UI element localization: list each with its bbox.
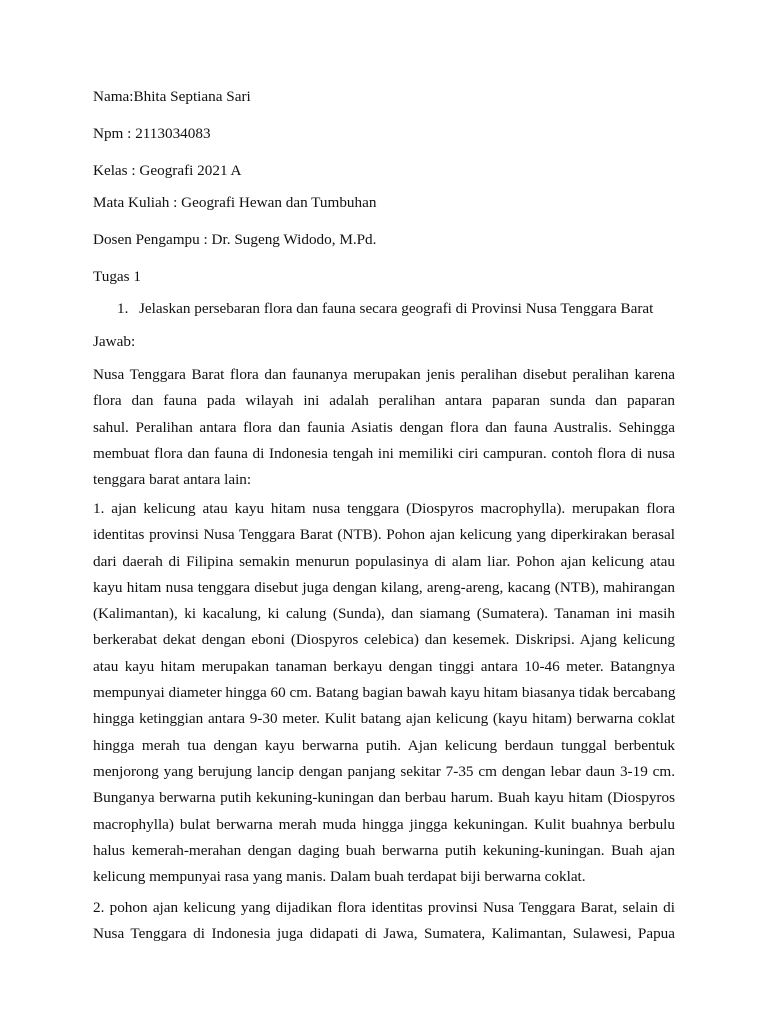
paragraph-line: 2. pohon ajan kelicung yang dijadikan flora identitas provinsi Nusa Tenggara Barat, selain di bbox=[93, 899, 675, 916]
paragraph-line: kelicung mempunyai rasa yang manis. Dalam buah terdapat biji berwarna coklat. bbox=[93, 868, 586, 886]
student-class: Kelas : Geografi 2021 A bbox=[93, 162, 242, 179]
paragraph-line: Nusa Tenggara di Indonesia juga didapati di Jawa, Sumatera, Kalimantan, Sulawesi, Papua bbox=[93, 925, 675, 943]
answer-paragraph-intro bbox=[93, 362, 675, 493]
answer-paragraph-2 bbox=[93, 895, 675, 948]
paragraph-line: halus kemerah-merahan dengan daging buah berwarna putih kekuning-kuningan. Buah ajan bbox=[93, 841, 675, 859]
paragraph-line: atau kayu hitam merupakan tanaman berkayu dengan tinggi antara 10-46 meter. Batangnya bbox=[93, 657, 675, 675]
question-text: Jelaskan persebaran flora dan fauna secara geografi di Provinsi Nusa Tenggara Barat bbox=[139, 300, 654, 317]
paragraph-line: Nusa Tenggara Barat flora dan faunanya merupakan jenis peralihan disebut peralihan karena bbox=[93, 366, 675, 383]
question-number: 1. bbox=[117, 300, 129, 317]
paragraph-line: flora dan fauna pada wilayah ini adalah peralihan antara paparan sunda dan paparan bbox=[93, 392, 675, 410]
student-npm: Npm : 2113034083 bbox=[93, 125, 211, 142]
paragraph-line: (Kalimantan), ki kacalung, ki calung (Sunda), dan siamang (Sumatera). Tanaman ini masih bbox=[93, 605, 675, 623]
paragraph-line: membuat flora dan fauna di Indonesia tengah ini memiliki ciri campuran. contoh flora di nusa bbox=[93, 444, 675, 462]
paragraph-line: Bunganya berwarna putih kekuning-kuningan dan berbau harum. Buah kayu hitam (Diospyros bbox=[93, 789, 675, 807]
paragraph-line: identitas provinsi Nusa Tenggara Barat (NTB). Pohon ajan kelicung yang diperkirakan berasal bbox=[93, 526, 675, 544]
paragraph-line: tenggara barat antara lain: bbox=[93, 471, 252, 489]
paragraph-line: sahul. Peralihan antara flora dan faunia Asiatis dengan flora dan fauna Australis. Sehingga bbox=[93, 418, 675, 436]
paragraph-line: macrophylla) bulat berwarna merah muda hingga jingga kekuningan. Kulit buahnya berbulu bbox=[93, 815, 675, 833]
paragraph-line: dari daerah di Filipina semakin menurun populasinya di alam liar. Pohon ajan kelicung atau bbox=[93, 552, 675, 570]
answer-paragraph-1 bbox=[93, 496, 675, 890]
student-name: Nama:Bhita Septiana Sari bbox=[93, 88, 251, 105]
question-item bbox=[117, 299, 653, 319]
paragraph-line: mempunyai diameter hingga 60 cm. Batang bagian bawah kayu hitam biasanya tidak bercabang bbox=[93, 684, 676, 702]
course-name: Mata Kuliah : Geografi Hewan dan Tumbuhan bbox=[93, 194, 377, 211]
lecturer-name: Dosen Pengampu : Dr. Sugeng Widodo, M.Pd. bbox=[93, 231, 377, 248]
paragraph-line: menjorong yang berujung lancip dengan panjang sekitar 7-35 cm dengan lebar daun 3-19 cm. bbox=[93, 762, 675, 780]
assignment-title: Tugas 1 bbox=[93, 268, 141, 285]
paragraph-line: 1. ajan kelicung atau kayu hitam nusa tenggara (Diospyros macrophylla). merupakan flora bbox=[93, 500, 675, 517]
paragraph-line: berkerabat dekat dengan eboni (Diospyros celebica) dan kesemek. Diskripsi. Ajang kelicung bbox=[93, 631, 675, 649]
paragraph-line: hingga merah tua dengan kayu berwarna putih. Ajan kelicung berdaun tunggal berbentuk bbox=[93, 736, 675, 754]
paragraph-line: kayu hitam nusa tenggara disebut juga dengan kilang, areng-areng, kacang (NTB), mahirangan bbox=[93, 578, 675, 596]
answer-label: Jawab: bbox=[93, 333, 136, 350]
paragraph-line: hingga ketinggian antara 9-30 meter. Kulit batang ajan kelicung (kayu hitam) berwarna coklat bbox=[93, 710, 675, 728]
